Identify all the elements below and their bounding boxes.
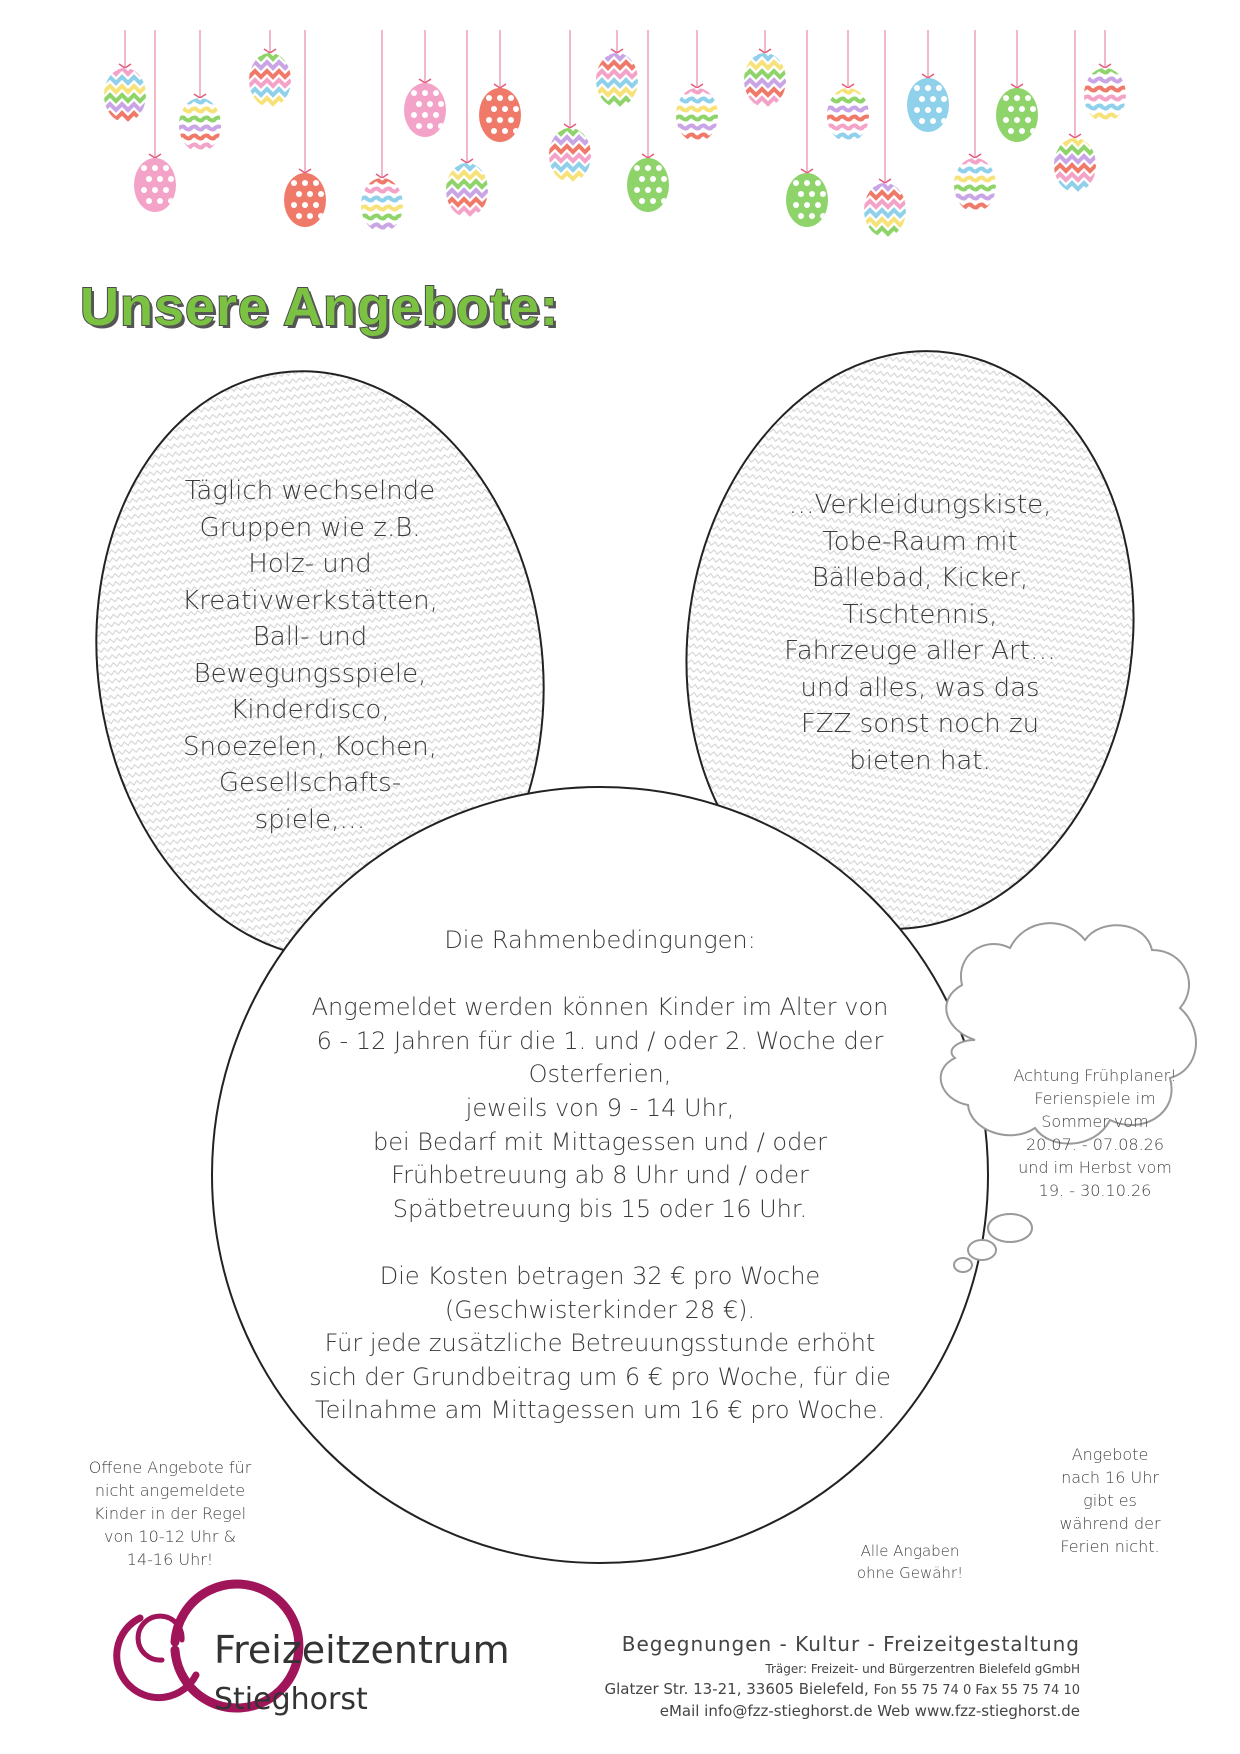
note-after-16 [1030, 1443, 1190, 1558]
right-egg-line: Tischtennis, [842, 599, 998, 630]
right-egg-line: Tobe-Raum mit [822, 526, 1018, 557]
note-line: Alle Angaben [860, 1542, 960, 1560]
conditions-line: Frühbetreuung ab 8 Uhr und / oder [391, 1161, 809, 1190]
right-egg-line: …Verkleidungskiste, [788, 490, 1052, 520]
conditions-line: jeweils von 9 - 14 Uhr, [465, 1093, 735, 1122]
note-line: Ferien nicht. [1060, 1537, 1160, 1556]
cloud-line: 19. - 30.10.26 [1038, 1181, 1152, 1200]
left-egg-text [160, 473, 460, 838]
right-egg-line: Fahrzeuge aller Art… [784, 636, 1056, 666]
left-egg-line: Kinderdisco, [230, 695, 390, 725]
left-egg-line: Bewegungsspiele, [193, 658, 427, 689]
conditions-heading: Die Rahmenbedingungen: [444, 926, 756, 954]
note-line: Angebote [1071, 1445, 1149, 1464]
footer-tagline: Begegnungen - Kultur - Freizeitgestaltung [621, 1632, 1080, 1656]
easter-egg-icon [176, 30, 221, 152]
easter-egg-icon [546, 30, 591, 182]
cloud-line: Ferienspiele im [1034, 1089, 1156, 1108]
conditions-line: Osterferien, [528, 1060, 672, 1089]
easter-egg-icon [479, 30, 521, 142]
note-line: Offene Angebote für [88, 1458, 252, 1477]
conditions-text [265, 924, 935, 1428]
page-title: Unsere Angebote: [80, 277, 560, 337]
left-egg-line: Täglich wechselnde [184, 476, 436, 506]
note-line: Kinder in der Regel [93, 1504, 247, 1523]
easter-egg-icon [951, 30, 996, 212]
left-egg-line: Gesellschafts- [218, 768, 402, 798]
footer-phone: Fon 55 75 74 0 Fax 55 75 74 10 [873, 1683, 1080, 1698]
easter-egg-icon [627, 30, 669, 212]
left-egg-line: Snoezelen, Kochen, [183, 731, 437, 762]
note-line: ohne Gewähr! [856, 1564, 964, 1582]
easter-egg-icon [907, 30, 949, 132]
conditions-line: Angemeldet werden können Kinder im Alter von [311, 993, 889, 1022]
costs-line: Für jede zusätzliche Betreuungsstunde erhöht [324, 1329, 876, 1358]
easter-egg-icon [284, 30, 326, 227]
conditions-line: Spätbetreuung bis 15 oder 16 Uhr. [392, 1194, 808, 1223]
right-egg-text [770, 487, 1070, 779]
costs-line: Die Kosten betragen 32 € pro Woche [379, 1261, 821, 1290]
easter-egg-icon [134, 30, 176, 212]
easter-egg-icon [824, 30, 869, 142]
cloud-line: Sommer vom [1041, 1112, 1149, 1131]
right-egg-line: FZZ sonst noch zu [800, 709, 1040, 739]
costs-line: (Geschwisterkinder 28 €). [444, 1295, 756, 1324]
easter-egg-icon [1081, 30, 1126, 122]
left-egg-line: Holz- und [248, 549, 372, 579]
note-line: während der [1059, 1514, 1161, 1533]
footer-traeger: Träger: Freizeit- und Bürgerzentren Bielefeld gGmbH [765, 1662, 1080, 1676]
hanging-easter-eggs [101, 30, 1126, 237]
logo-location: Stieghorst [214, 1682, 368, 1717]
note-open-offers [70, 1456, 270, 1571]
conditions-line: bei Bedarf mit Mittagessen und / oder [373, 1127, 827, 1156]
easter-egg-icon [996, 30, 1038, 142]
footer-address-line [605, 1680, 1081, 1698]
note-line: von 10-12 Uhr & [103, 1527, 237, 1546]
conditions-line: 6 - 12 Jahren für die 1. und / oder 2. Woche der [316, 1026, 884, 1055]
right-egg-line: Bällebad, Kicker, [811, 563, 1029, 593]
note-line: 14-16 Uhr! [126, 1550, 214, 1569]
easter-egg-icon [358, 30, 403, 232]
left-egg-line: Ball- und [252, 622, 368, 652]
footer-contact: eMail info@fzz-stieghorst.de Web www.fzz-stieghorst.de [659, 1702, 1080, 1720]
left-egg-line: Kreativwerkstätten, [182, 585, 438, 616]
easter-egg-icon [861, 30, 906, 237]
cloud-line: Achtung Frühplaner! [1013, 1066, 1177, 1085]
cloud-line: 20.07. - 07.08.26 [1025, 1135, 1165, 1154]
note-disclaimer [840, 1540, 980, 1584]
right-egg-line: bieten hat. [849, 745, 991, 776]
left-egg-line: Gruppen wie z.B. [199, 512, 421, 543]
easter-egg-icon [741, 30, 786, 107]
easter-egg-icon [246, 30, 291, 107]
footer-address: Glatzer Str. 13-21, 33605 Bielefeld, [604, 1680, 869, 1698]
right-egg-line: und alles, was das [800, 672, 1040, 703]
easter-egg-icon [101, 30, 146, 122]
costs-line: sich der Grundbeitrag um 6 € pro Woche, für die [309, 1362, 891, 1391]
easter-egg-icon [786, 30, 828, 227]
left-egg-line: spiele,… [254, 804, 366, 835]
cloud-line: und im Herbst vom [1018, 1158, 1172, 1177]
note-line: nach 16 Uhr [1061, 1468, 1159, 1487]
note-line: gibt es [1083, 1491, 1137, 1510]
costs-line: Teilnahme am Mittagessen um 16 € pro Woche. [315, 1396, 885, 1425]
cloud-text [990, 1064, 1200, 1202]
easter-egg-icon [673, 30, 718, 142]
easter-egg-icon [593, 30, 638, 107]
note-line: nicht angemeldete [94, 1481, 246, 1500]
easter-egg-icon [404, 30, 446, 137]
logo-name: Freizeitzentrum [214, 1628, 510, 1672]
